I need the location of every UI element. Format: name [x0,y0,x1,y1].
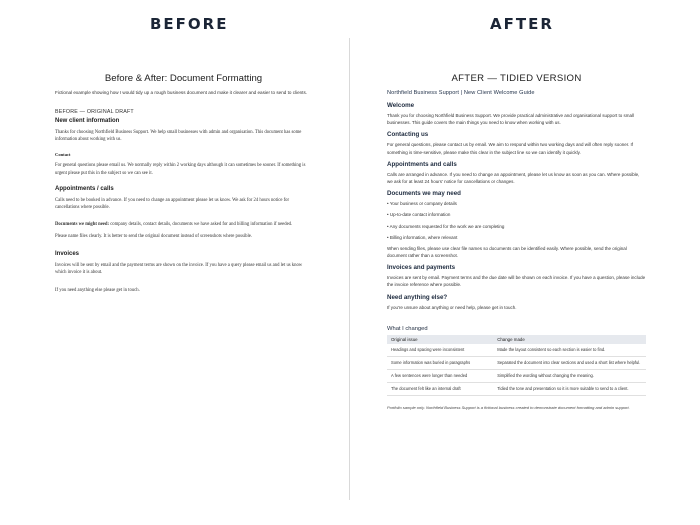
before-paragraph-else: If you need anything else please get in touch. [55,287,140,293]
after-paragraph-appointments: Calls are arranged in advance. If you need to change an appointment, please let us know as soon as you can. Where possible, we ask for at least 24 hours' notice for cancellations or changes. [387,171,640,184]
after-heading-invoices: Invoices and payments [387,264,456,272]
list-item: • Any documents requested for the work we are completing [387,223,505,229]
table-cell: A few sentences were longer than needed [387,369,493,382]
table-cell: Some information was buried in paragraphs [387,356,493,369]
after-document [387,73,646,410]
before-document [55,73,312,294]
after-doc-title: AFTER — TIDIED VERSION [451,73,582,84]
after-heading-else: Need anything else? [387,293,448,301]
after-heading-appointments: Appointments and calls [387,160,457,168]
list-item: • Your business or company details [387,201,457,207]
after-paragraph-files: When sending files, please use clear file names so documents can be identified easily. Where possible, send the original document rather than a screenshot. [387,245,627,259]
before-paragraph-files: Please name files clearly. It is better to send the original document instead of screenshots where possible. [55,233,253,239]
page-divider [349,38,350,500]
table-row [387,356,646,369]
column-header-original: Original issue [387,335,493,344]
before-paragraph-contact: For general questions please email us. We normally reply within 2 working days although it can sometimes be sooner. If something is urgent please put this in the subject so we can see it. [55,163,306,176]
before-paragraph-appointments: Calls need to be booked in advance. If you need to change an appointment please let us know. We ask for 24 hours notice for cancellations where possible. [55,198,290,211]
before-paragraph-invoices: Invoices will be sent by email and the payment terms are shown on the invoice. If you have a query please email us and let us know which invoice it is about. [55,263,303,276]
after-brand-line: Northfield Business Support | New Client Welcome Guide [387,90,535,96]
table-header-row [387,335,646,344]
table-row [387,344,646,356]
after-documents-list [387,200,646,241]
before-paragraph-thanks: Thanks for choosing Northfield Business Support. We help small businesses with admin and organisation. This document has some information about working with us. [55,129,302,143]
before-heading-invoices: Invoices [55,251,80,258]
column-header-change: Change made [493,335,646,344]
changes-table [387,335,646,396]
after-heading-documents: Documents we may need [387,190,461,198]
table-cell: Tidied the tone and presentation so it is more suitable to send to a client. [493,382,646,395]
list-item: • Billing information, where relevant [387,234,458,240]
table-cell: Headings and spacing were inconsistent [387,344,493,356]
list-item: • Up-to-date contact information [387,212,451,218]
before-section-label: BEFORE — ORIGINAL DRAFT [55,108,134,115]
after-heading-welcome: Welcome [387,102,415,109]
after-heading-contact: Contacting us [387,131,429,139]
after-paragraph-invoices: Invoices are sent by email. Payment terms and the due date will be shown on each invoice. If you have a question, please include the invoice reference where possible. [387,275,646,288]
table-row [387,382,646,395]
before-heading-appointments: Appointments / calls [55,186,114,193]
table-cell: Made the layout consistent so each section is easier to find. [493,344,646,356]
before-heading: BEFORE [150,15,229,33]
after-paragraph-contact: For general questions, please contact us by email. We aim to respond within two working days and will often reply sooner. If something is time-sensitive, please make this clear in the subject line so we can identify it quickly. [387,142,634,155]
before-heading-new-client: New client information [55,117,120,124]
before-documents-label: Documents we might need: [55,221,110,227]
table-cell: Simplified the wording without changing the meaning. [493,369,646,382]
before-intro: Fictional example showing how I would tidy up a rough business document and make it clearer and easier to send to clients. [55,90,308,95]
before-paragraph-documents [55,221,312,228]
after-heading: AFTER [490,15,554,33]
after-paragraph-welcome: Thank you for choosing Northfield Business Support. We provide practical administrative and organisational support to small businesses. This guide covers the main things you need to know when working with us. [387,113,635,126]
before-documents-text: company details, contact details, documents we have asked for and billing information if needed. [109,221,293,227]
after-paragraph-else: If you're unsure about anything or need help, please get in touch. [387,304,517,310]
table-cell: The document felt like an internal draft [387,382,493,395]
before-doc-title: Before & After: Document Formatting [104,73,263,84]
before-heading-contact: Contact [55,152,71,158]
after-heading-changes: What I changed [387,325,428,332]
after-footnote: Portfolio sample only. Northfield Business Support is a fictional business created to demonstrate document formatting and admin support. [387,404,630,410]
table-cell: Separated the document into clear sections and used a short list where helpful. [493,356,646,369]
table-row [387,369,646,382]
